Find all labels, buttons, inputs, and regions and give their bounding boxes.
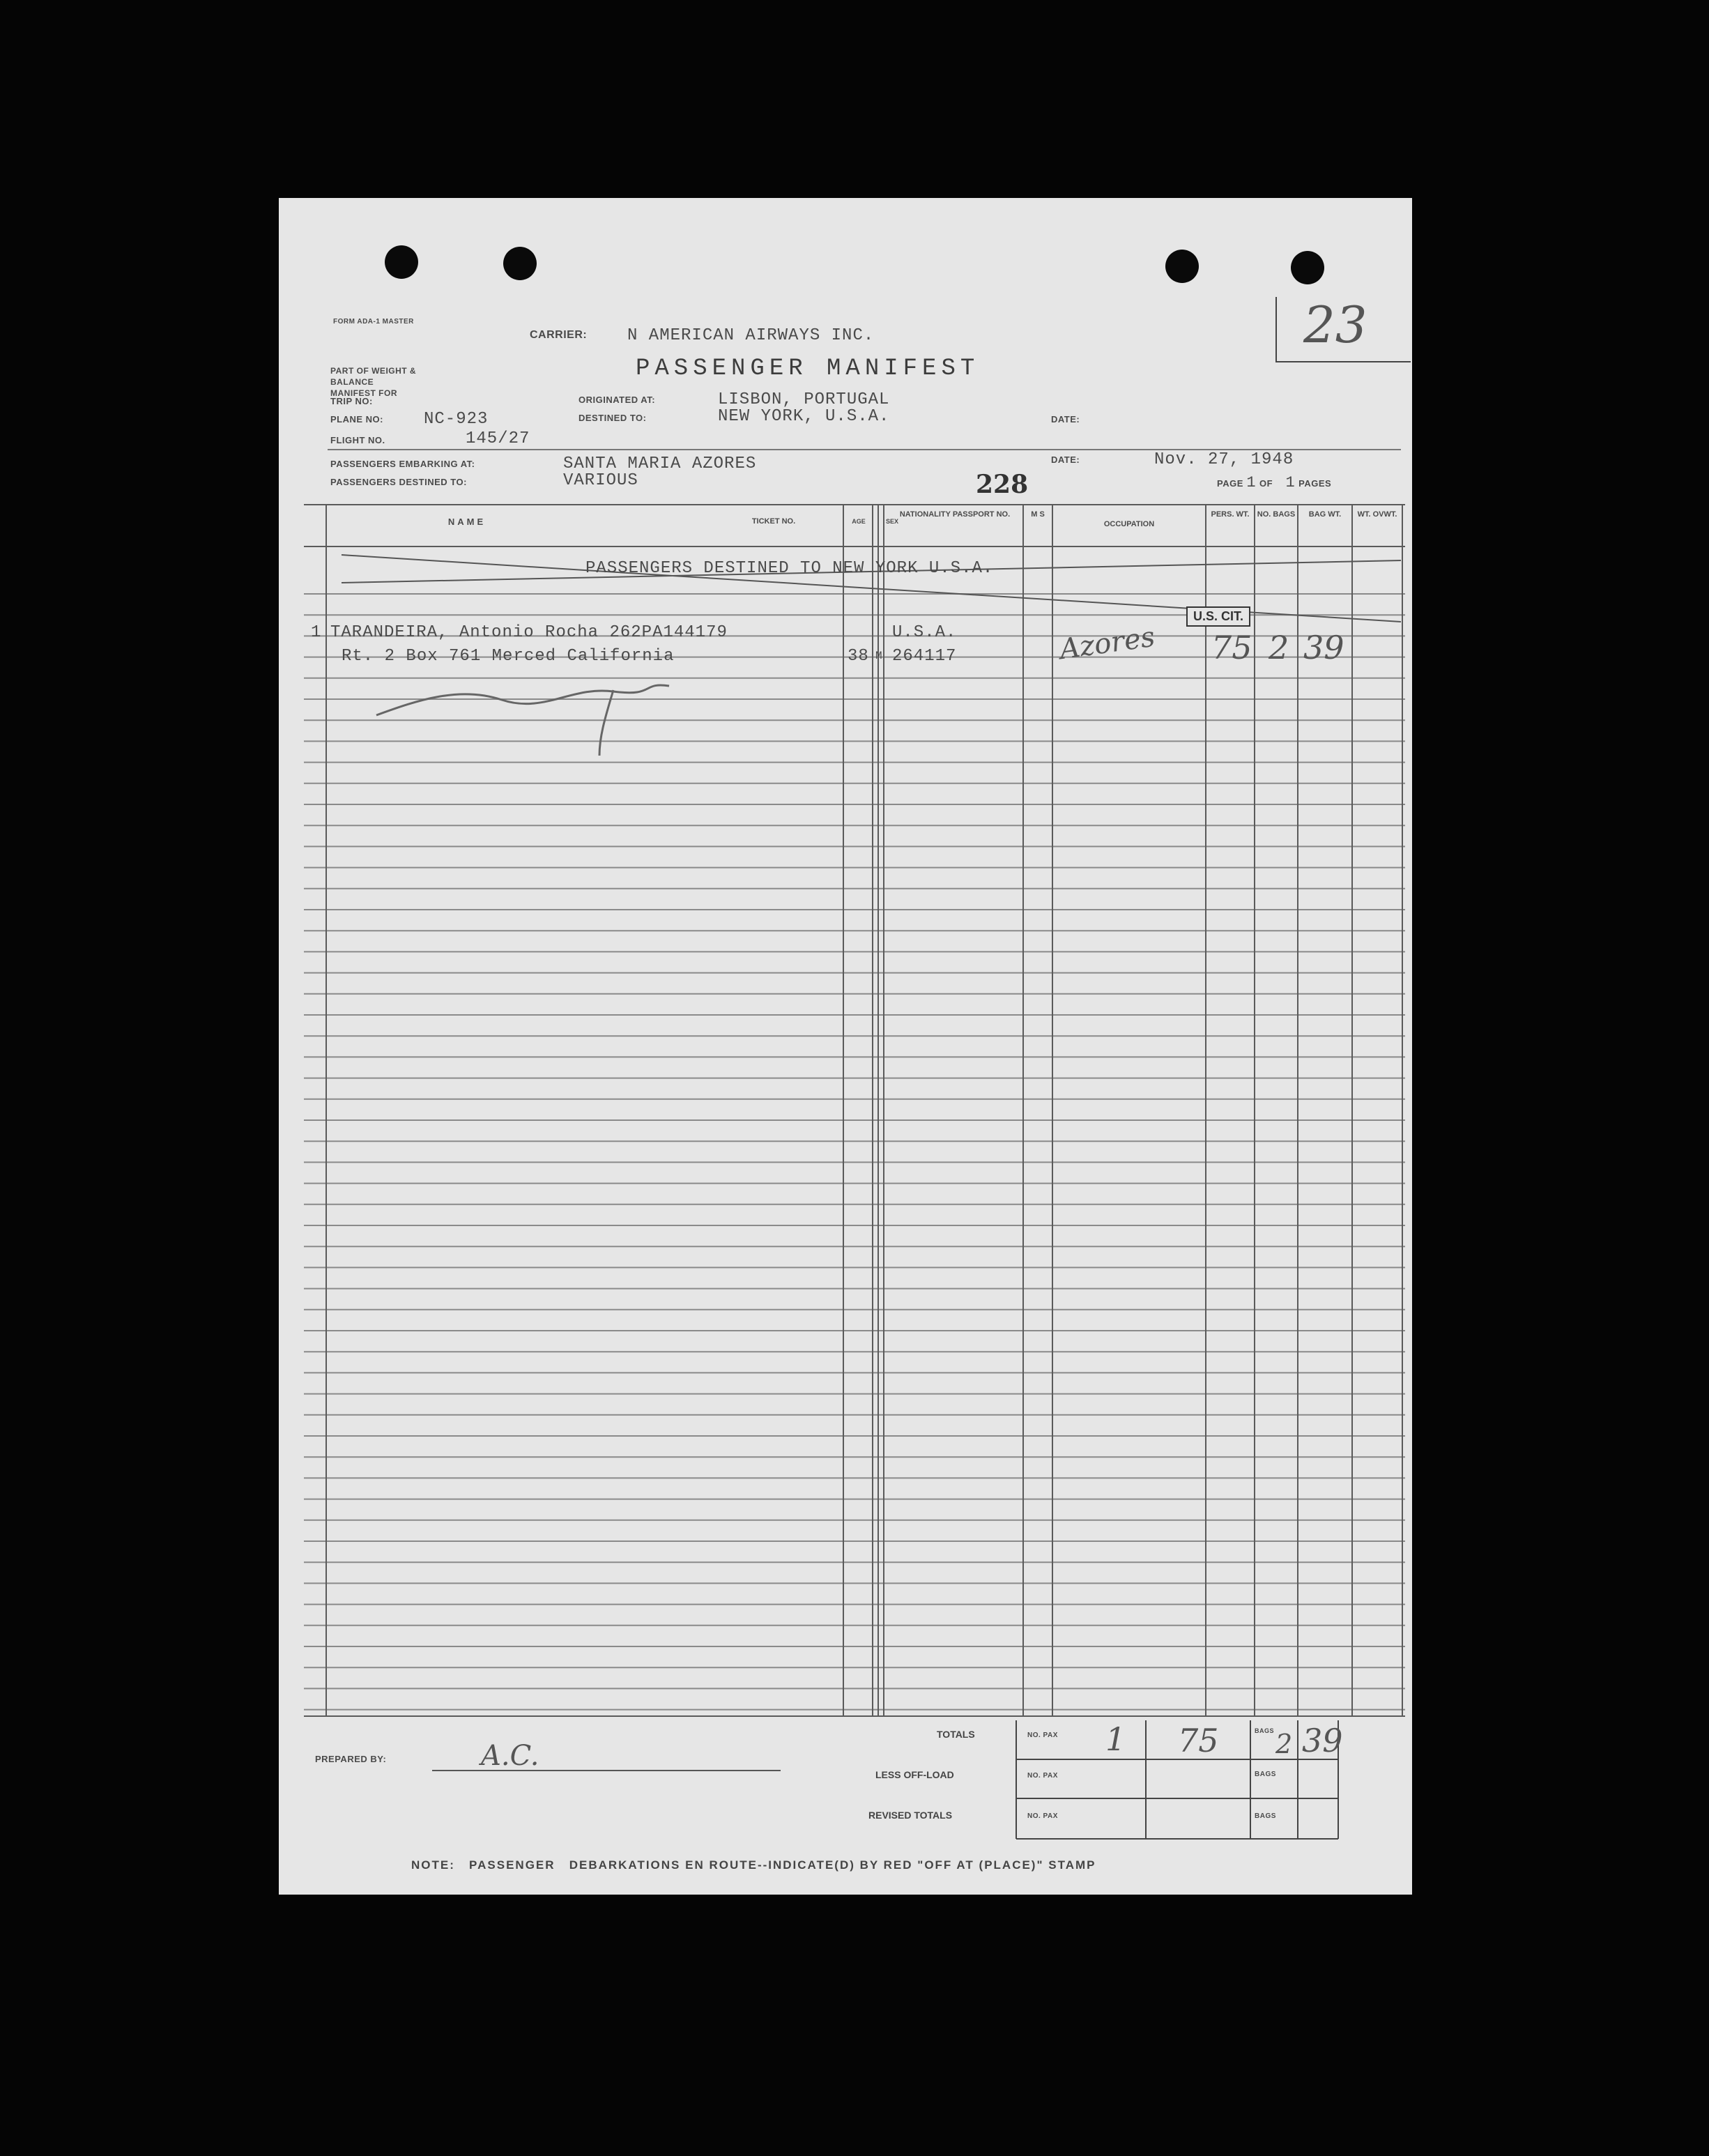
col-bag-wt: BAG WT. bbox=[1308, 510, 1342, 519]
of-label: OF bbox=[1259, 478, 1273, 489]
totals-label: TOTALS bbox=[937, 1729, 975, 1740]
embarking-value: SANTA MARIA AZORES bbox=[563, 454, 757, 473]
prepared-by-value: A.C. bbox=[481, 1740, 539, 1772]
date-label: DATE: bbox=[1051, 454, 1080, 465]
date-label: DATE: bbox=[1051, 414, 1080, 425]
passenger-bags: 2 bbox=[1269, 629, 1289, 666]
totals-weight: 75 bbox=[1178, 1722, 1219, 1759]
pages-value: 1 bbox=[1285, 474, 1296, 491]
col-ticket: TICKET NO. bbox=[751, 517, 796, 526]
revised-totals-label: REVISED TOTALS bbox=[868, 1810, 953, 1821]
destined-value: NEW YORK, U.S.A. bbox=[718, 407, 890, 426]
plane-no-value: NC-923 bbox=[424, 410, 489, 429]
handwritten-page-number: 23 bbox=[1303, 296, 1367, 354]
totals-pax: 1 bbox=[1105, 1720, 1126, 1758]
page-label: PAGE bbox=[1217, 478, 1243, 489]
destined-pax-value: VARIOUS bbox=[563, 471, 638, 490]
col-pers-wt: PERS. WT. bbox=[1211, 510, 1250, 519]
footer-note: NOTE: PASSENGER DEBARKATIONS EN ROUTE--INDICATE(D) BY RED "OFF AT (PLACE)" STAMP bbox=[411, 1858, 1096, 1872]
passenger-passport: 264117 bbox=[892, 647, 957, 666]
no-pax-label: NO. PAX bbox=[1027, 1731, 1058, 1739]
embarking-label: PASSENGERS EMBARKING AT: bbox=[330, 459, 475, 469]
carrier-value: N AMERICAN AIRWAYS INC. bbox=[627, 326, 875, 345]
col-ms: M S bbox=[1031, 510, 1045, 519]
table-grid bbox=[279, 198, 1412, 1895]
passenger-sex: M bbox=[875, 650, 883, 662]
col-sex: SEX bbox=[885, 518, 898, 525]
date-value: Nov. 27, 1948 bbox=[1154, 450, 1294, 469]
totals-bags: 2 bbox=[1275, 1729, 1293, 1759]
flight-no-label: FLIGHT NO. bbox=[330, 435, 385, 445]
form-number: FORM ADA-1 MASTER bbox=[333, 318, 414, 326]
col-no-bags: NO. BAGS bbox=[1257, 510, 1296, 519]
page-value: 1 bbox=[1246, 474, 1257, 491]
passenger-bag-weight: 39 bbox=[1303, 629, 1344, 666]
manifest-page bbox=[279, 198, 1412, 1895]
pages-label: PAGES bbox=[1298, 478, 1332, 489]
col-occupation: OCCUPATION bbox=[1103, 520, 1155, 528]
bags-label: BAGS bbox=[1255, 1771, 1276, 1778]
col-nationality: NATIONALITY PASSPORT NO. bbox=[899, 510, 1011, 519]
trip-no-label: TRIP NO: bbox=[330, 396, 373, 406]
bags-label: BAGS bbox=[1255, 1812, 1276, 1820]
originated-label: ORIGINATED AT: bbox=[578, 395, 656, 405]
passenger-occupation: Azores bbox=[1057, 620, 1157, 666]
passenger-address: Rt. 2 Box 761 Merced California bbox=[342, 647, 675, 666]
no-pax-label: NO. PAX bbox=[1027, 1812, 1058, 1820]
col-wt-ovwt: WT. OVWT. bbox=[1357, 510, 1397, 519]
no-pax-label: NO. PAX bbox=[1027, 1772, 1058, 1780]
citizen-stamp: U.S. CIT. bbox=[1186, 606, 1250, 627]
passenger-age: 38 bbox=[848, 647, 869, 666]
carrier-label: CARRIER: bbox=[530, 329, 588, 341]
crossed-destination-line: PASSENGERS DESTINED TO NEW YORK U.S.A. bbox=[585, 559, 994, 578]
bags-label: BAGS bbox=[1255, 1727, 1275, 1734]
totals-bag-weight: 39 bbox=[1302, 1722, 1343, 1759]
plane-no-label: PLANE NO: bbox=[330, 414, 383, 425]
originated-value: LISBON, PORTUGAL bbox=[718, 390, 890, 409]
manifest-title: PASSENGER MANIFEST bbox=[636, 355, 980, 382]
passenger-number: 1 bbox=[311, 623, 322, 642]
less-offload-label: LESS OFF-LOAD bbox=[875, 1769, 954, 1780]
col-name: NAME bbox=[447, 517, 486, 527]
passenger-name: TARANDEIRA, Antonio Rocha 262PA144179 bbox=[330, 623, 728, 642]
col-age: AGE bbox=[852, 518, 866, 525]
passenger-weight: 75 bbox=[1211, 629, 1252, 666]
flight-no-value: 145/27 bbox=[466, 429, 530, 448]
destined-pax-label: PASSENGERS DESTINED TO: bbox=[330, 477, 467, 487]
passenger-nationality: U.S.A. bbox=[892, 623, 957, 642]
prepared-by-label: PREPARED BY: bbox=[315, 1754, 387, 1764]
destined-label: DESTINED TO: bbox=[578, 413, 647, 423]
number-stamp: 228 bbox=[976, 470, 1029, 499]
part-of-label: PART OF WEIGHT & BALANCE MANIFEST FOR bbox=[330, 366, 417, 398]
